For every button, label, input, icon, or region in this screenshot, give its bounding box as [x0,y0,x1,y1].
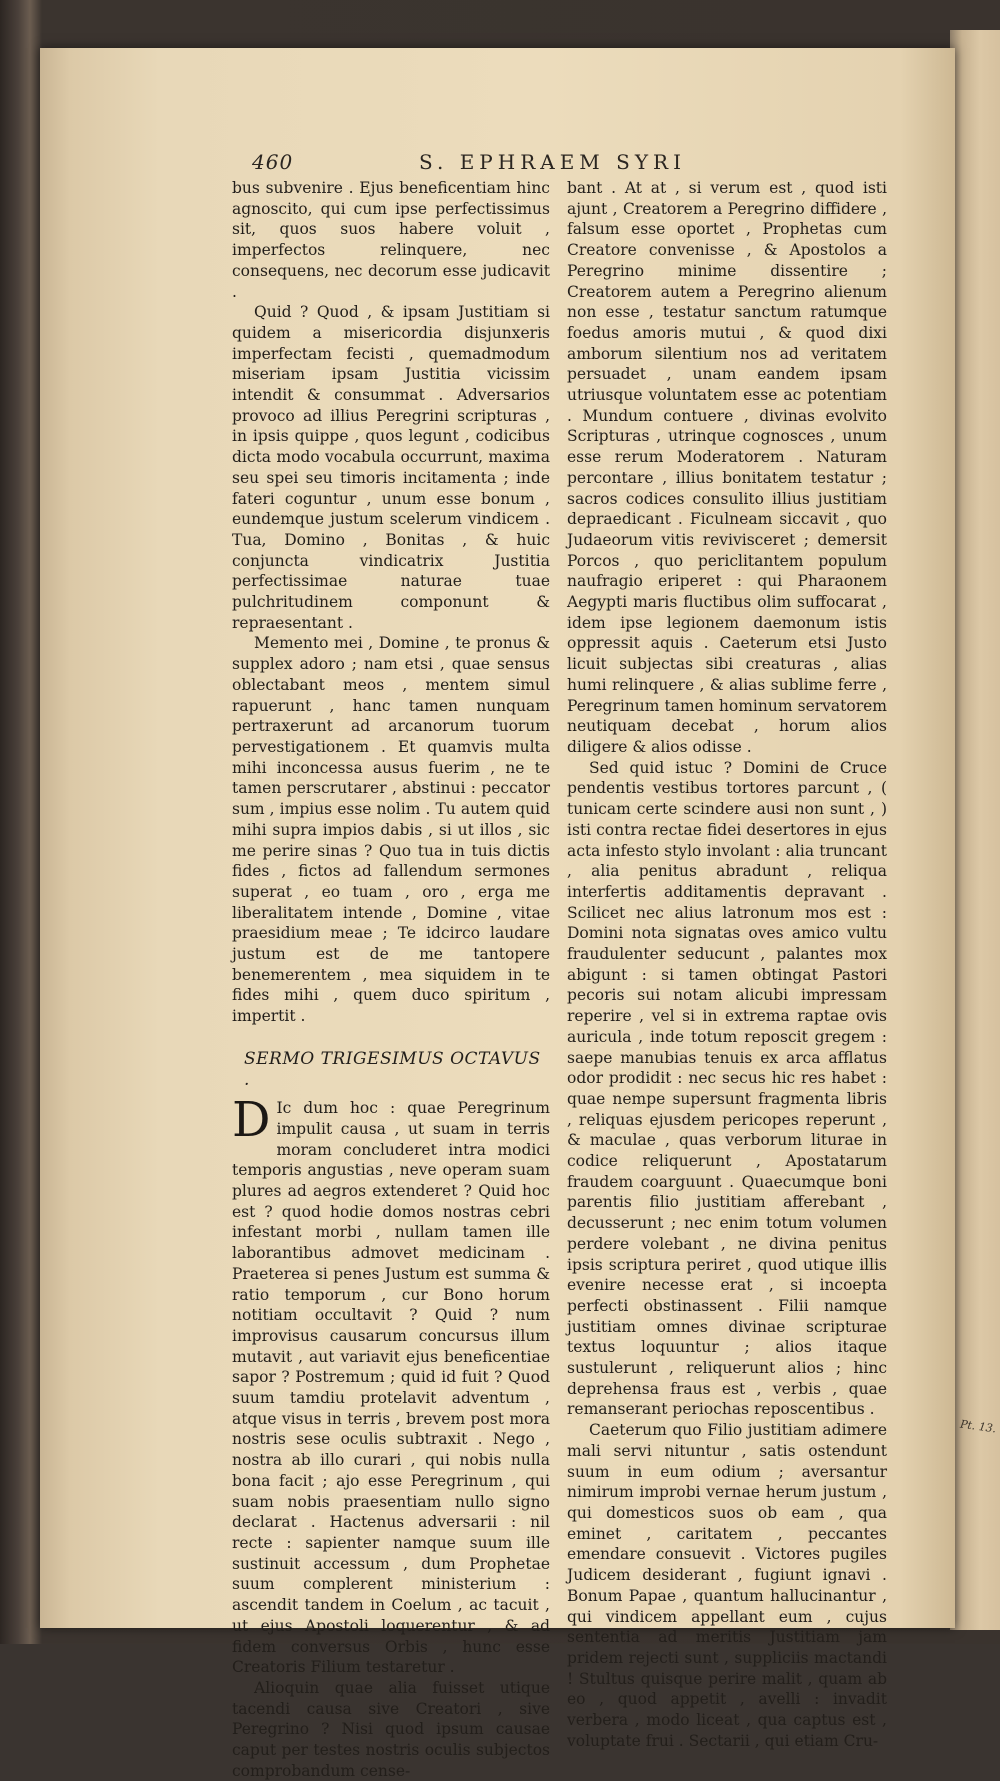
running-title: S. EPHRAEM SYRI [419,150,687,174]
paragraph: Caeterum quo Filio justitiam adimere mali servi nituntur , satis ostendunt suum in eum odium ; aversantur nimirum improbi vernae herum justum , qui domesticos suos ob eam , qua eminet , caritatem , peccantes emendare consuevit . Victores pugiles Judicem desiderant , fugiunt ignavi . Bonum Papae , quantum hallucinantur , qui vindicem appellant eum , cujus sententia ad meritis Justitiam jam pridem rejecti sunt , suppliciis mactandi ! Stultus quisque perire malit , quam ab eo , quod appetit , avelli : invadit verbera , modo liceat , qua captus est , voluptate frui . Sectarii , qui etiam Cru- [567,1421,887,1750]
sermon-text: Ic dum hoc : quae Peregrinum impulit causa , ut suam in terris moram concluderet intra modici temporis angustias , neve operam suam plures ad aegros extenderet ? Quid hoc est ? quod hodie domos nostras cebri infestant morbi , nullam tamen ille laborantibus admovet medicinam . Praeterea si penes Justum est summa & ratio temporum , cur Bono horum notitiam occultavit ? Quid ? num improvisus causarum concursus illum mutavit , aut variavit ejus beneficentiae sapor ? Postremum ; quid id fuit ? Quod suum tamdiu protelavit adventum , atque visus in terris , brevem post mora nostris sese oculis subtraxit . Nego , nostra ab illo curari , qui nobis nulla bona facit ; ajo esse Peregrinum , qui suam nobis praesentiam nullo signo declarat . Hactenus adversarii : nil recte : sapienter namque suum ille sustinuit accessum , dum Prophetae suum complerent ministerium : ascendit tandem in Coelum , ac tacuit , ut ejus Apostoli loquerentur , & ad fidem conversus Orbis , hunc esse Creatoris Filium testaretur . [232,1099,550,1677]
page-header [252,150,687,180]
right-column [567,178,887,1751]
page-number: 460 [252,150,294,174]
paragraph: Quid ? Quod , & ipsam Justitiam si quidem a misericordia disjunxeris imperfectam fecisti , quemadmodum miseriam ipsam Justitia vicissim intendit & consummat . Adversarios provoco ad illius Peregrini scripturas , in ipsis quippe , quos legunt , codicibus dicta modo vocabula occurrunt, maxima seu spei seu timoris incitamenta ; inde fateri coguntur , unum esse bonum , eundemque justum scelerum vindicem . Tua, Domino , Bonitas , & huic conjuncta vindicatrix Justitia perfectissimae naturae tuae pulchritudinem componunt & repraesentant . [232,303,550,632]
sermon-opening-paragraph [232,1092,550,1678]
paragraph: Memento mei , Domine , te pronus & supplex adoro ; nam etsi , quae sensus oblectabant meos , mentem simul rapuerunt , hanc tamen nunquam pertraxerunt ad arcanorum tuorum pervestigationem . Et quamvis multa mihi inconcessa ausus fuerim , ne te tamen perscrutarer , abstinui : peccator sum , impius esse nolim . Tu autem quid mihi supra impios dabis , si ut illos , sic me perire sinas ? Quo tua in tuis dictis fides , fictos ad fallendum sermones superat , eo tuam , oro , erga me liberalitatem intende , Domine , vitae praesidium meae ; Te idcirco laudare justum est de me tantopere benemerentem , mea siquidem in te fides mihi , quem duco spiritum , impertit . [232,634,550,1026]
paragraph: bus subvenire . Ejus beneficentiam hinc agnoscito, qui cum ipse perfectissimus sit, quos suos habere voluit , imperfectos relinquere, nec consequens, nec decorum esse judicavit . [232,179,550,301]
paragraph: bant . At at , si verum est , quod isti ajunt , Creatorem a Peregrino diffidere , falsum esse oportet , Prophetas cum Creatore convenisse , & Apostolos a Peregrino minime dissentire ; Creatorem autem a Peregrino alienum non esse , testatur sanctum ratumque foedus amoris mutui , & quod dixi amborum silentium nos ad veritatem persuadet , unam eandem ipsam utriusque voluntatem esse ac potentiam . Mundum contuere , divinas evolvito Scripturas , utrinque cognosces , unum esse rerum Moderatorem . Naturam percontare , illius bonitatem testatur ; sacros codices consulito illius justitiam depraedicant . Ficulneam siccavit , quo Judaeorum vitis revivisceret ; demersit Porcos , quo periclitantem populum naufragio eriperet : qui Pharaonem Aegypti maris fluctibus olim suffocarat , idem ipse legionem daemonum istis oppressit aquis . Caeterum etsi Justo licuit subjectas sibi creaturas , alias humi relinquere , & alias sublime ferre , Peregrinum tamen hominum servatorem neutiquam decebat , horum alios diligere & alios odisse . [567,179,887,756]
margin-fragment: Pt. 13. [959,1417,998,1436]
drop-capital: D [232,1092,271,1149]
paragraph: Sed quid istuc ? Domini de Cruce pendentis vestibus tortores parcunt , ( tunicam certe scindere ausi non sunt , ) isti contra rectae fidei desertores in ejus acta infesto stylo involant : alia truncant , alia penitus abradunt , reliqua interfertis additamentis depravant . Scilicet nec alius latronum mos est : Domini nota signatas oves amico vultu fraudulenter seducunt , palantes mox abigunt : si tamen obtingat Pastori pecoris sui notam alicubi impressam reperire , vel si in extrema raptae ovis auricula , inde totum reposcit gregem : saepe manubias tenuis ex arca afflatus odor prodidit : nec secus hic res habet : quae nempe supersunt fragmenta libris , reliquas ejusdem pericopes reperunt , & maculae , quas verborum liturae in codice reliquerunt , Apostatarum fraudem coarguunt . Quaecumque boni parentis filio justitiam afferebant , decusserunt ; nec enim totum volumen perdere volebant , ne divina penitus ipsis scriptura periret , quod utique illis evenire necesse erat , si incoepta perfecti obstinassent . Filii namque justitiam omnes divinae scripturae textus loquuntur ; alios itaque sustulerunt , reliquerunt alios ; hinc deprehensa fraus est , verbis , quae remanserant periochas reposcentibus . [567,758,887,1419]
paragraph: Alioquin quae alia fuisset utique tacendi causa sive Creatori , sive Peregrino ? Nisi quod ipsum causae caput per testes nostris oculis subjectos comprobandum cense- [232,1678,550,1780]
left-column [232,178,550,1781]
facing-page-edge [950,30,1000,1630]
sermon-heading: SERMO TRIGESIMUS OCTAVUS . [244,1048,541,1090]
